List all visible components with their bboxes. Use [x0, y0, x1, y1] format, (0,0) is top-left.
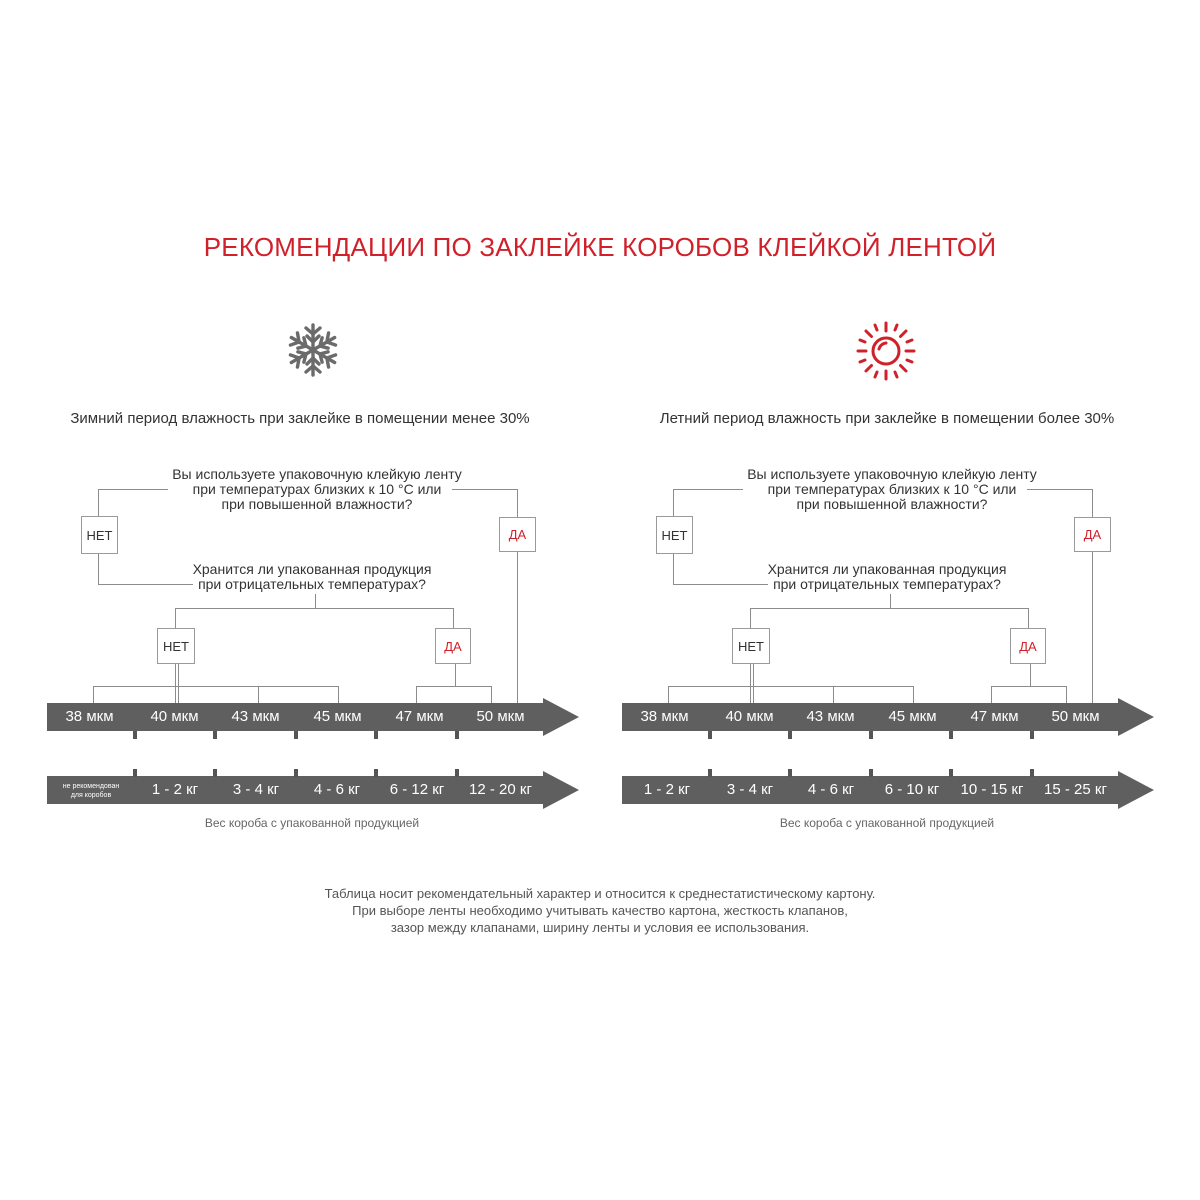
- yes-box-top: ДА: [499, 517, 536, 552]
- weight-label: 10 - 15 кг: [960, 781, 1024, 798]
- thickness-label: 50 мкм: [476, 708, 525, 725]
- thickness-label: 38 мкм: [65, 708, 114, 725]
- weight-caption: Вес короба с упакованной продукцией: [204, 816, 420, 830]
- thickness-label: 45 мкм: [313, 708, 362, 725]
- weight-label: 6 - 12 кг: [389, 781, 445, 798]
- yes-box-bottom: ДА: [1010, 628, 1046, 664]
- snowflake-icon: [285, 322, 341, 378]
- weight-note: не рекомендован для коробов: [62, 783, 120, 799]
- no-box-bottom: НЕТ: [157, 628, 195, 664]
- weight-label: 1 - 2 кг: [643, 781, 691, 798]
- winter-caption: Зимний период влажность при заклейке в помещении менее 30%: [70, 410, 530, 427]
- yes-box-bottom: ДА: [435, 628, 471, 664]
- question-tape-usage: Вы используете упаковочную клейкую ленту при температурах близких к 10 °С или при повышенной влажности?: [747, 466, 1037, 512]
- question-tape-usage: Вы используете упаковочную клейкую ленту при температурах близких к 10 °С или при повышенной влажности?: [172, 466, 462, 512]
- question-storage: Хранится ли упакованная продукция при отрицательных температурах?: [192, 561, 432, 592]
- yes-box-top: ДА: [1074, 517, 1111, 552]
- thickness-label: 40 мкм: [150, 708, 199, 725]
- weight-label: 15 - 25 кг: [1044, 781, 1107, 798]
- no-box-bottom: НЕТ: [732, 628, 770, 664]
- footer-note: Таблица носит рекомендательный характер и относится к среднестатистическому картону. При выборе ленты необходимо учитывать качество картона, жесткость клапанов, зазор между клапанами, ширину ленты и условия ее использования.: [324, 886, 876, 935]
- no-box-top: НЕТ: [81, 516, 118, 554]
- weight-label: 4 - 6 кг: [313, 781, 361, 798]
- no-box-top: НЕТ: [656, 516, 693, 554]
- thickness-label: 45 мкм: [888, 708, 937, 725]
- page-title: РЕКОМЕНДАЦИИ ПО ЗАКЛЕЙКЕ КОРОБОВ КЛЕЙКОЙ ЛЕНТОЙ: [203, 232, 997, 262]
- weight-label: 3 - 4 кг: [726, 781, 774, 798]
- question-storage: Хранится ли упакованная продукция при отрицательных температурах?: [767, 561, 1007, 592]
- weight-label: 6 - 10 кг: [884, 781, 940, 798]
- thickness-label: 43 мкм: [231, 708, 280, 725]
- thickness-label: 43 мкм: [806, 708, 855, 725]
- weight-label: 1 - 2 кг: [151, 781, 199, 798]
- summer-caption: Летний период влажность при заклейке в помещении более 30%: [659, 410, 1115, 427]
- thickness-label: 40 мкм: [725, 708, 774, 725]
- weight-label: 3 - 4 кг: [232, 781, 280, 798]
- sun-icon: [855, 320, 917, 382]
- weight-caption: Вес короба с упакованной продукцией: [779, 816, 995, 830]
- thickness-label: 47 мкм: [395, 708, 444, 725]
- thickness-label: 38 мкм: [640, 708, 689, 725]
- weight-label: 12 - 20 кг: [469, 781, 532, 798]
- summer-panel: [575, 0, 1175, 1200]
- weight-label: 4 - 6 кг: [807, 781, 855, 798]
- thickness-label: 47 мкм: [970, 708, 1019, 725]
- thickness-label: 50 мкм: [1051, 708, 1100, 725]
